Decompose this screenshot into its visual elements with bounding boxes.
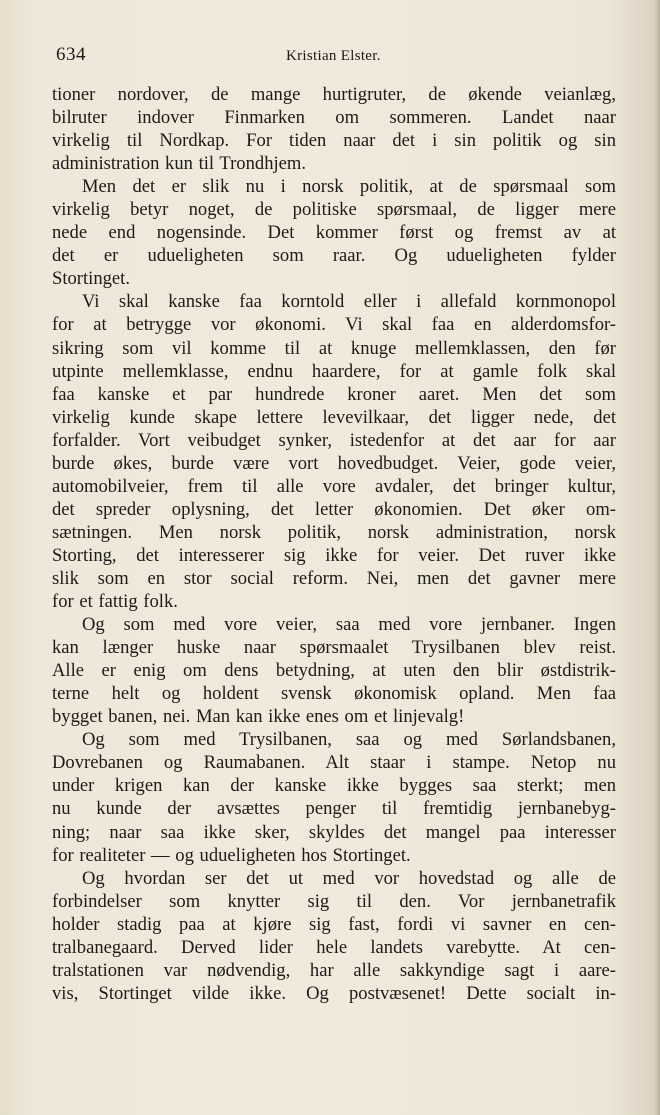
text-line: utpinte mellemklasse, endnu haardere, for at gamle folk skal: [52, 360, 616, 382]
running-head: Kristian Elster.: [286, 48, 381, 64]
page-header: [56, 44, 616, 72]
paragraph-first-line: Og hvordan ser det ut med vor hovedstad og alle de: [82, 867, 616, 889]
text-line: terne helt og holdent svensk økonomisk opland. Men faa: [52, 683, 616, 705]
text-line: sætningen. Men norsk politik, norsk administration, norsk: [52, 521, 616, 543]
paragraph-first-line: Og som med Trysilbanen, saa og med Sørlandsbanen,: [82, 729, 616, 751]
text-line: Storting, det interesserer sig ikke for veier. Det ruver ikke: [52, 544, 616, 566]
text-line: administration kun til Trondhjem.: [52, 153, 307, 175]
text-line: forfalder. Vort veibudget synker, istedenfor at det aar for aar: [52, 429, 616, 451]
text-line: vis, Stortinget vilde ikke. Og postvæsenet! Dette socialt in-: [52, 982, 616, 1004]
text-line: sikring som vil komme til at knuge mellemklassen, den før: [52, 337, 616, 359]
text-line: tralstationen var nødvendig, har alle sakkyndige sagt i aare-: [52, 959, 616, 981]
text-line: bygget banen, nei. Man kan ikke enes om et linjevalg!: [52, 706, 465, 728]
text-line: burde økes, burde være vort hovedbudget. Veier, gode veier,: [52, 452, 616, 474]
text-line: forbindelser som knytter sig til den. Vor jernbanetrafik: [52, 890, 616, 912]
text-line: det spreder oplysning, det letter økonomien. Det øker om-: [52, 498, 616, 520]
text-line: automobilveier, frem til alle vore avdaler, det bringer kultur,: [52, 475, 616, 497]
text-line: Alle er enig om dens betydning, at uten den blir østdistrik-: [52, 660, 616, 682]
text-line: for realiteter — og udueligheten hos Stortinget.: [52, 844, 411, 866]
paragraph-first-line: Men det er slik nu i norsk politik, at de spørsmaal som: [82, 176, 616, 198]
text-line: virkelig betyr noget, de politiske spørsmaal, de ligger mere: [52, 199, 616, 221]
text-line: kan længer huske naar spørsmaalet Trysilbanen blev reist.: [52, 637, 616, 659]
text-line: nede end nogensinde. Det kommer først og fremst av at: [52, 222, 616, 244]
text-line: Dovrebanen og Raumabanen. Alt staar i stampe. Netop nu: [52, 752, 616, 774]
page-number: 634: [56, 44, 86, 65]
text-line: faa kanske et par hundrede kroner aaret. Men det som: [52, 383, 616, 405]
text-line: slik som en stor social reform. Nei, men det gavner mere: [52, 567, 616, 589]
text-line: for at betrygge vor økonomi. Vi skal faa en alderdomsfor-: [52, 314, 616, 336]
body-text: [52, 83, 616, 1005]
page-edge-shadow: [654, 0, 660, 1115]
paragraph-first-line: Vi skal kanske faa korntold eller i allefald kornmonopol: [82, 291, 616, 313]
text-line: tralbanegaard. Derved lider hele landets varebytte. At cen-: [52, 936, 616, 958]
paragraph-first-line: Og som med vore veier, saa med vore jernbaner. Ingen: [82, 614, 616, 636]
text-line: holder stadig paa at kjøre sig fast, fordi vi savner en cen-: [52, 913, 616, 935]
text-line: virkelig kunde skape lettere levevilkaar, det ligger nede, det: [52, 406, 616, 428]
text-line: ning; naar saa ikke sker, skyldes det mangel paa interesser: [52, 821, 616, 843]
text-line: det er udueligheten som raar. Og udueligheten fylder: [52, 245, 616, 267]
text-line: nu kunde der avsættes penger til fremtidig jernbanebyg-: [52, 798, 616, 820]
text-line: Stortinget.: [52, 268, 130, 290]
text-line: for et fattig folk.: [52, 591, 178, 613]
text-line: under krigen kan der kanske ikke bygges saa sterkt; men: [52, 775, 616, 797]
text-line: tioner nordover, de mange hurtigruter, de økende veianlæg,: [52, 84, 616, 105]
text-line: bilruter indover Finmarken om sommeren. Landet naar: [52, 107, 616, 129]
text-line: virkelig til Nordkap. For tiden naar det i sin politik og sin: [52, 130, 616, 152]
